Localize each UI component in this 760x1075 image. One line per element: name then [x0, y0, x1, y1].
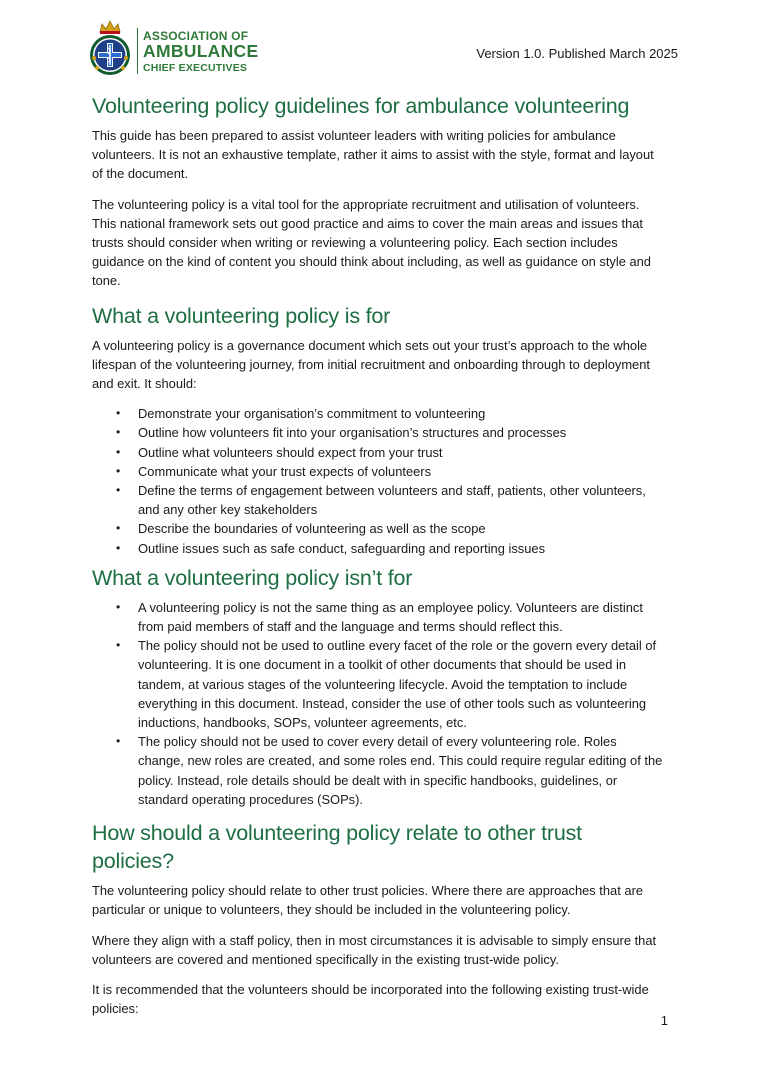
logo-line-3: CHIEF EXECUTIVES [143, 61, 248, 74]
section-paragraph: A volunteering policy is a governance document which sets out your trust’s approach to the whole lifespan of the volunteering journey, from initial recruitment and onboarding through to deployment and exit. It should: [92, 337, 650, 392]
version-label: Version 1.0. Published March 2025 [476, 46, 678, 61]
list-item: • A volunteering policy is not the same thing as an employee policy. Volunteers are distinct from paid members of staff and the language and terms should reflect this. [92, 598, 664, 636]
logo-divider [137, 28, 138, 74]
list-item: • Communicate what your trust expects of volunteers [92, 462, 664, 481]
list-item: • Demonstrate your organisation’s commitment to volunteering [92, 404, 664, 423]
intro-paragraph-2: The volunteering policy is a vital tool for the appropriate recruitment and utilisation of volunteers. This national framework sets out good practice and aims to cover the main areas and issues that trusts should consider when writing or reviewing a volunteering policy. Each section includes guidance on the kind of content you should think about including, as well as guidance on style and tone. [92, 196, 651, 289]
section-paragraph: Where they align with a staff policy, then in most circumstances it is advisable to simply ensure that volunteers are covered and mentioned specifically in the existing trust-wide policy. [92, 932, 657, 967]
section-paragraph: The volunteering policy should relate to other trust policies. Where there are approaches that are particular or unique to volunteers, they should be included in the volunteering policy. [92, 883, 644, 918]
logo-line-1: ASSOCIATION OF [143, 29, 249, 43]
list-item: • Describe the boundaries of volunteering as well as the scope [92, 519, 664, 538]
page-header [88, 18, 678, 80]
list-item: • The policy should not be used to outline every facet of the role or the govern every detail of volunteering. It is one document in a toolkit of other documents that should be used in tandem, at various stages of the volunteering lifecycle. Avoid the temptation to include everything in this document. Instead, consider the use of other tools such as volunteering inductions, handbooks, SOPs, volunteer agreements, etc. [92, 636, 664, 732]
list-item: • Outline issues such as safe conduct, safeguarding and reporting issues [92, 539, 664, 558]
list-item: • Define the terms of engagement between volunteers and staff, patients, other volunteers, and any other key stakeholders [92, 481, 664, 519]
document-body [92, 92, 664, 1029]
logo-wordmark [143, 30, 258, 73]
bullet-list-policy-for [92, 404, 664, 558]
document-title: Volunteering policy guidelines for ambulance volunteering [92, 94, 630, 118]
bullet-list-policy-isnt-for [92, 598, 664, 809]
list-item: • Outline what volunteers should expect from your trust [92, 443, 664, 462]
page-number: 1 [660, 1013, 668, 1028]
section-heading-policy-isnt-for: What a volunteering policy isn’t for [92, 565, 413, 590]
section-heading-policy-for: What a volunteering policy is for [92, 303, 391, 328]
section-paragraph: It is recommended that the volunteers should be incorporated into the following existing trust-wide policies: [92, 981, 649, 1017]
list-item: • Outline how volunteers fit into your organisation’s structures and processes [92, 423, 664, 442]
aace-logo [88, 18, 263, 80]
list-item: • The policy should not be used to cover every detail of every volunteering role. Roles change, new roles are created, and some roles end. This could require regular editing of the policy. Instead, role details should be dealt with in specific handbooks, guidelines, or standard operating procedures (SOPs). [92, 732, 664, 809]
crest-icon [88, 18, 132, 78]
logo-line-2: AMBULANCE [143, 41, 259, 61]
section-heading-other-policies: How should a volunteering policy relate to other trust policies? [92, 821, 582, 874]
intro-paragraph-1: This guide has been prepared to assist volunteer leaders with writing policies for ambulance volunteers. It is not an exhaustive template, rather it aims to assist with the style, format and layout of the document. [92, 128, 654, 182]
